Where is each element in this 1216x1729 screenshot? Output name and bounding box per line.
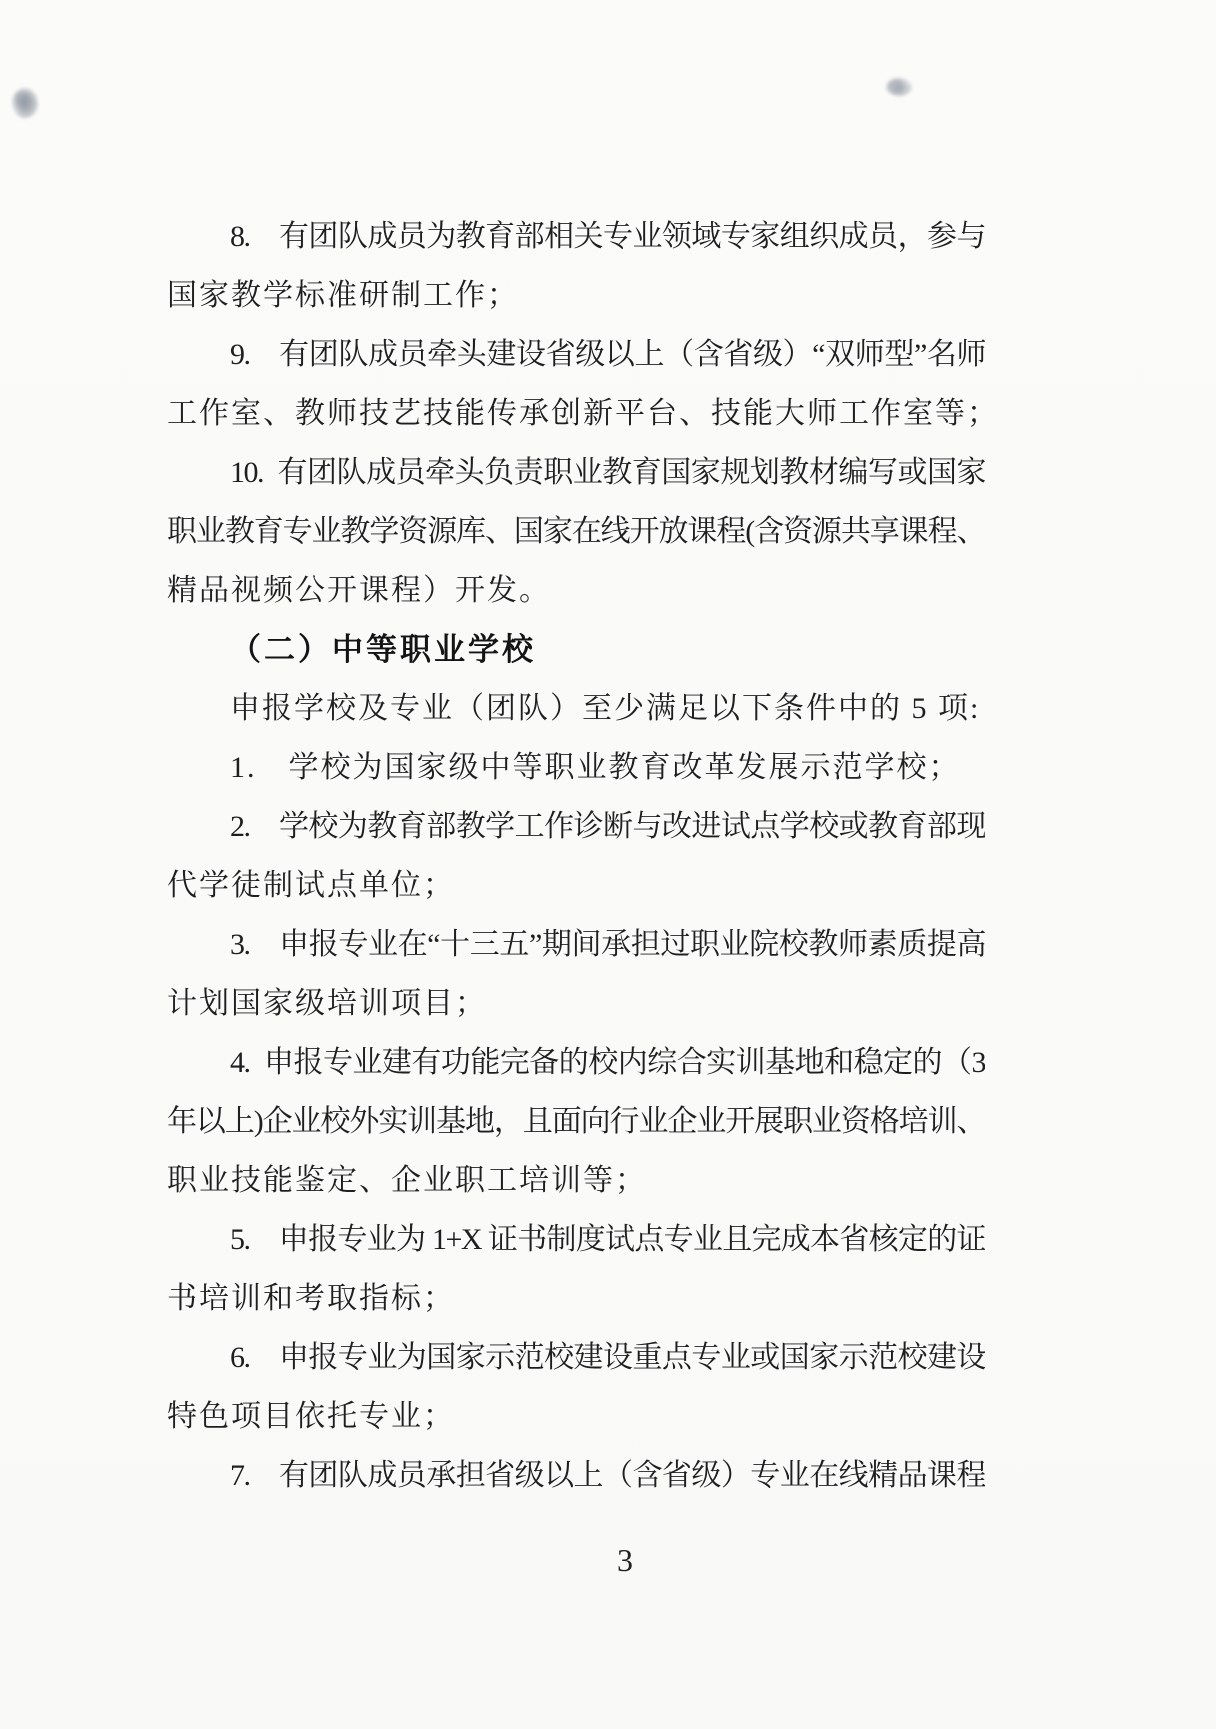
text-line: 精品视频公开课程）开发。 <box>167 574 551 607</box>
section-heading: （二）中等职业学校 <box>230 632 536 667</box>
scan-smudge-top-right <box>886 78 912 96</box>
text-line: 申报学校及专业（团队）至少满足以下条件中的 5 项: <box>230 692 981 725</box>
text-line: 特色项目依托专业； <box>167 1400 455 1433</box>
page-number: 3 <box>617 1542 633 1578</box>
text-line: 代学徒制试点单位； <box>167 869 455 902</box>
text-line: 5. 申报专业为 1+X 证书制度试点专业且完成本省核定的证 <box>230 1223 985 1256</box>
text-line: 年以上)企业校外实训基地，且面向行业企业开展职业资格培训、 <box>167 1105 985 1138</box>
text-line: 2. 学校为教育部教学工作诊断与改进试点学校或教育部现 <box>230 810 985 843</box>
scan-smudge-top-left <box>12 88 38 118</box>
text-line: 6. 申报专业为国家示范校建设重点专业或国家示范校建设 <box>230 1341 985 1374</box>
text-line: 4. 申报专业建有功能完备的校内综合实训基地和稳定的（3 <box>230 1046 985 1079</box>
text-line: 职业教育专业教学资源库、国家在线开放课程(含资源共享课程、 <box>167 515 985 548</box>
text-line: 3. 申报专业在“十三五”期间承担过职业院校教师素质提高 <box>230 928 985 961</box>
text-line: 10. 有团队成员牵头负责职业教育国家规划教材编写或国家 <box>230 456 985 489</box>
text-line: 1. 学校为国家级中等职业教育改革发展示范学校； <box>230 751 961 784</box>
text-line: 9. 有团队成员牵头建设省级以上（含省级）“双师型”名师 <box>230 338 985 371</box>
text-line: 工作室、教师技艺技能传承创新平台、技能大师工作室等； <box>167 397 999 430</box>
text-line: 7. 有团队成员承担省级以上（含省级）专业在线精品课程 <box>230 1459 985 1492</box>
document-body <box>167 207 999 1505</box>
text-line: 书培训和考取指标； <box>167 1282 455 1315</box>
text-line: 计划国家级培训项目； <box>167 987 487 1020</box>
text-line: 8. 有团队成员为教育部相关专业领域专家组织成员，参与 <box>230 220 985 253</box>
text-line: 职业技能鉴定、企业职工培训等； <box>167 1164 647 1197</box>
text-line: 国家教学标准研制工作； <box>167 279 519 312</box>
